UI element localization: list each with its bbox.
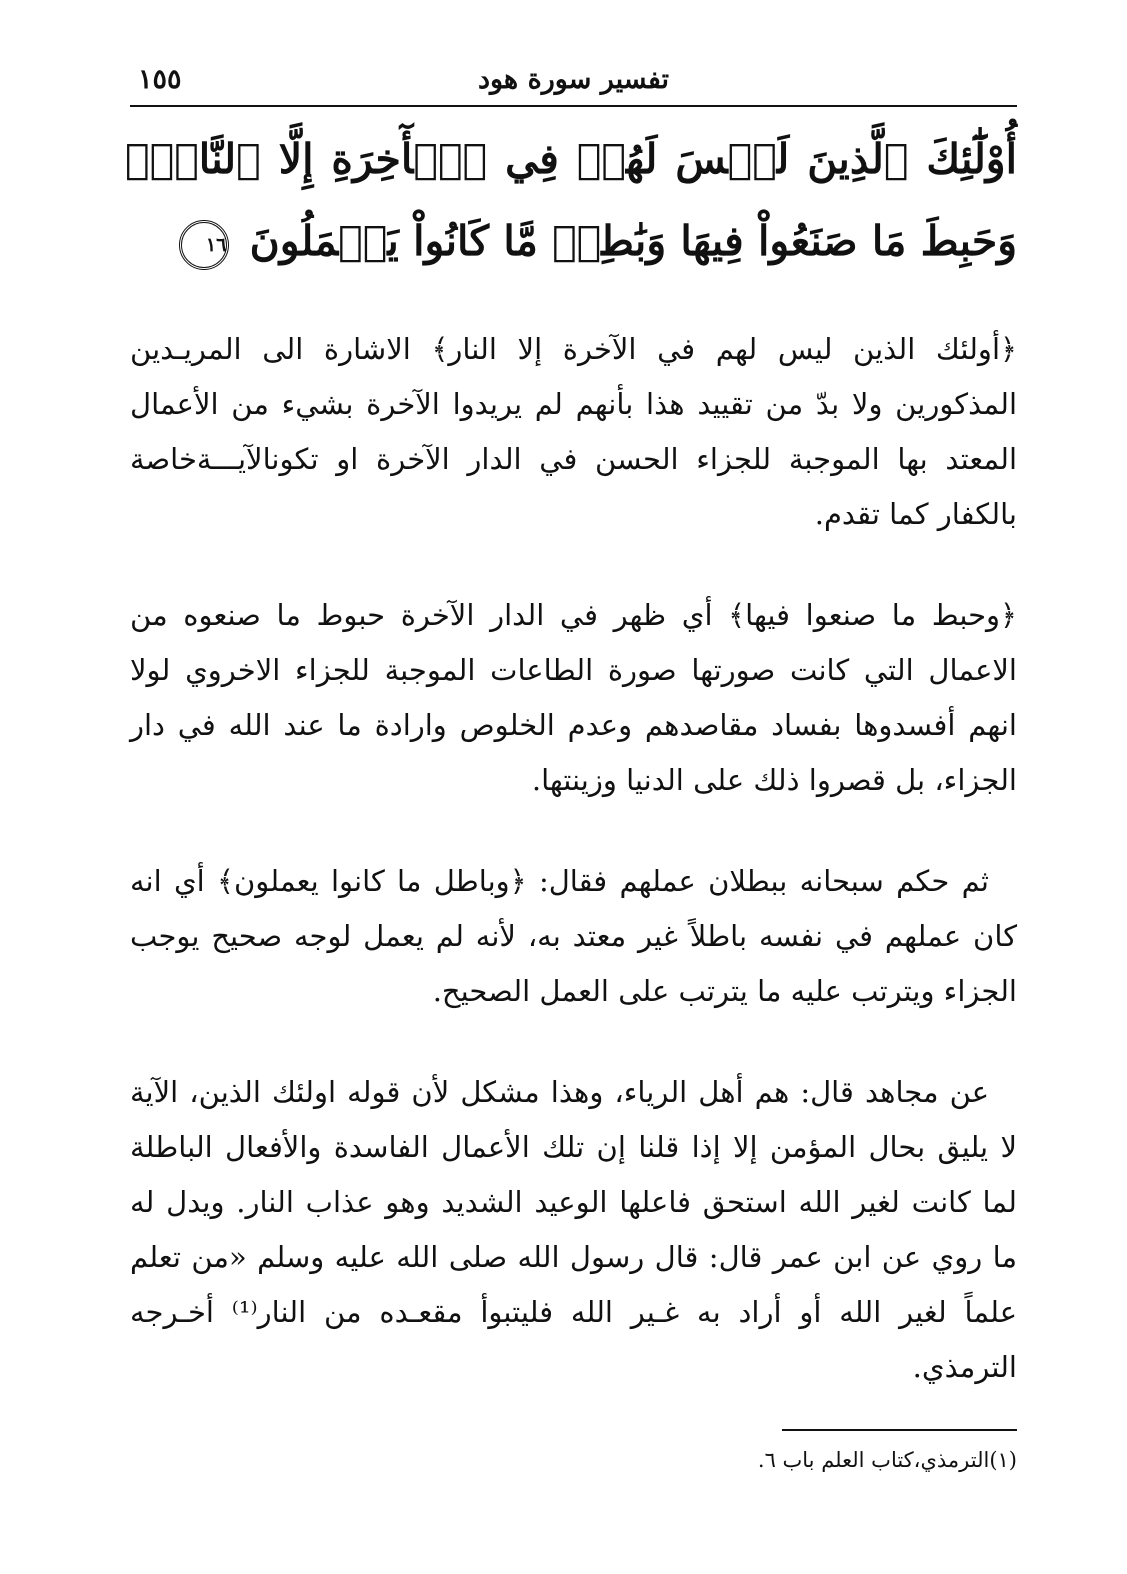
page-header	[130, 56, 1017, 104]
paragraph-3: ثم حكم سبحانه ببطلان عملهم فقال: ﴿وباطل ما كانوا يعملون﴾ أي انه كان عملهم في نفسه باطلاً غير معتد به، لأنه لم يعمل لوجه صحيح يوجب الجزاء ويترتب عليه ما يترتب على العمل الصحيح.	[130, 864, 1017, 1008]
verse-number-marker: ١٦	[179, 220, 229, 270]
paragraph-2: ﴿وحبط ما صنعوا فيها﴾ أي ظهر في الدار الآخرة حبوط ما صنعوه من الاعمال التي كانت صورتها صورة الطاعات الموجبة للجزاء الاخروي لولا انهم أفسدوها بفساد مقاصدهم وعدم الخلوص وارادة ما عند الله في دار الجزاء، بل قصروا ذلك على الدنيا وزينتها.	[130, 598, 1017, 797]
header-divider	[130, 105, 1017, 107]
page-title: تفسير سورة هود	[477, 64, 670, 95]
verse-text: أُوْلَٰٓئِكَ ٱلَّذِينَ لَيۡسَ لَهُمۡ فِي ٱلۡأٓخِرَةِ إِلَّا ٱلنَّارُۖ وَحَبِطَ مَا صَنَعُواْ فِيهَا وَبَٰطِلٞ مَّا كَانُواْ يَعۡمَلُونَ	[125, 135, 1017, 265]
paragraph-4: عن مجاهد قال: هم أهل الرياء، وهذا مشكل لأن قوله اولئك الذين، الآية لا يليق بحال المؤمن إلا إذا قلنا إن تلك الأعمال الفاسدة والأفعال الباطلة لما كانت لغير الله استحق فاعلها الوعيد الشديد وهو عذاب النار. ويدل له ما روي عن ابن عمر قال: قال رسول الله صلى الله عليه وسلم «من تعلم علماً لغير الله أو أراد به غـير الله فليتبوأ مقعـده من النار⁽¹⁾ أخـرجه الترمذي.	[130, 1075, 1017, 1384]
paragraph-1: ﴿أولئك الذين ليس لهم في الآخرة إلا النار﴾ الاشارة الى المريـدين المذكورين ولا بدّ من تقييد هذا بأنهم لم يريدوا الآخرة بشيء من الأعمال المعتد بها الموجبة للجزاء الحسن في الدار الآخرة او تكونالآيـــةخاصة بالكفار كما تقدم.	[130, 332, 1017, 531]
quran-verse	[125, 118, 1017, 282]
footnote: (١)الترمذي،كتاب العلم باب ٦.	[757, 1448, 1017, 1472]
page-number: ١٥٥	[138, 64, 182, 95]
footnote-divider	[782, 1429, 1017, 1431]
commentary-body	[130, 322, 1017, 1395]
